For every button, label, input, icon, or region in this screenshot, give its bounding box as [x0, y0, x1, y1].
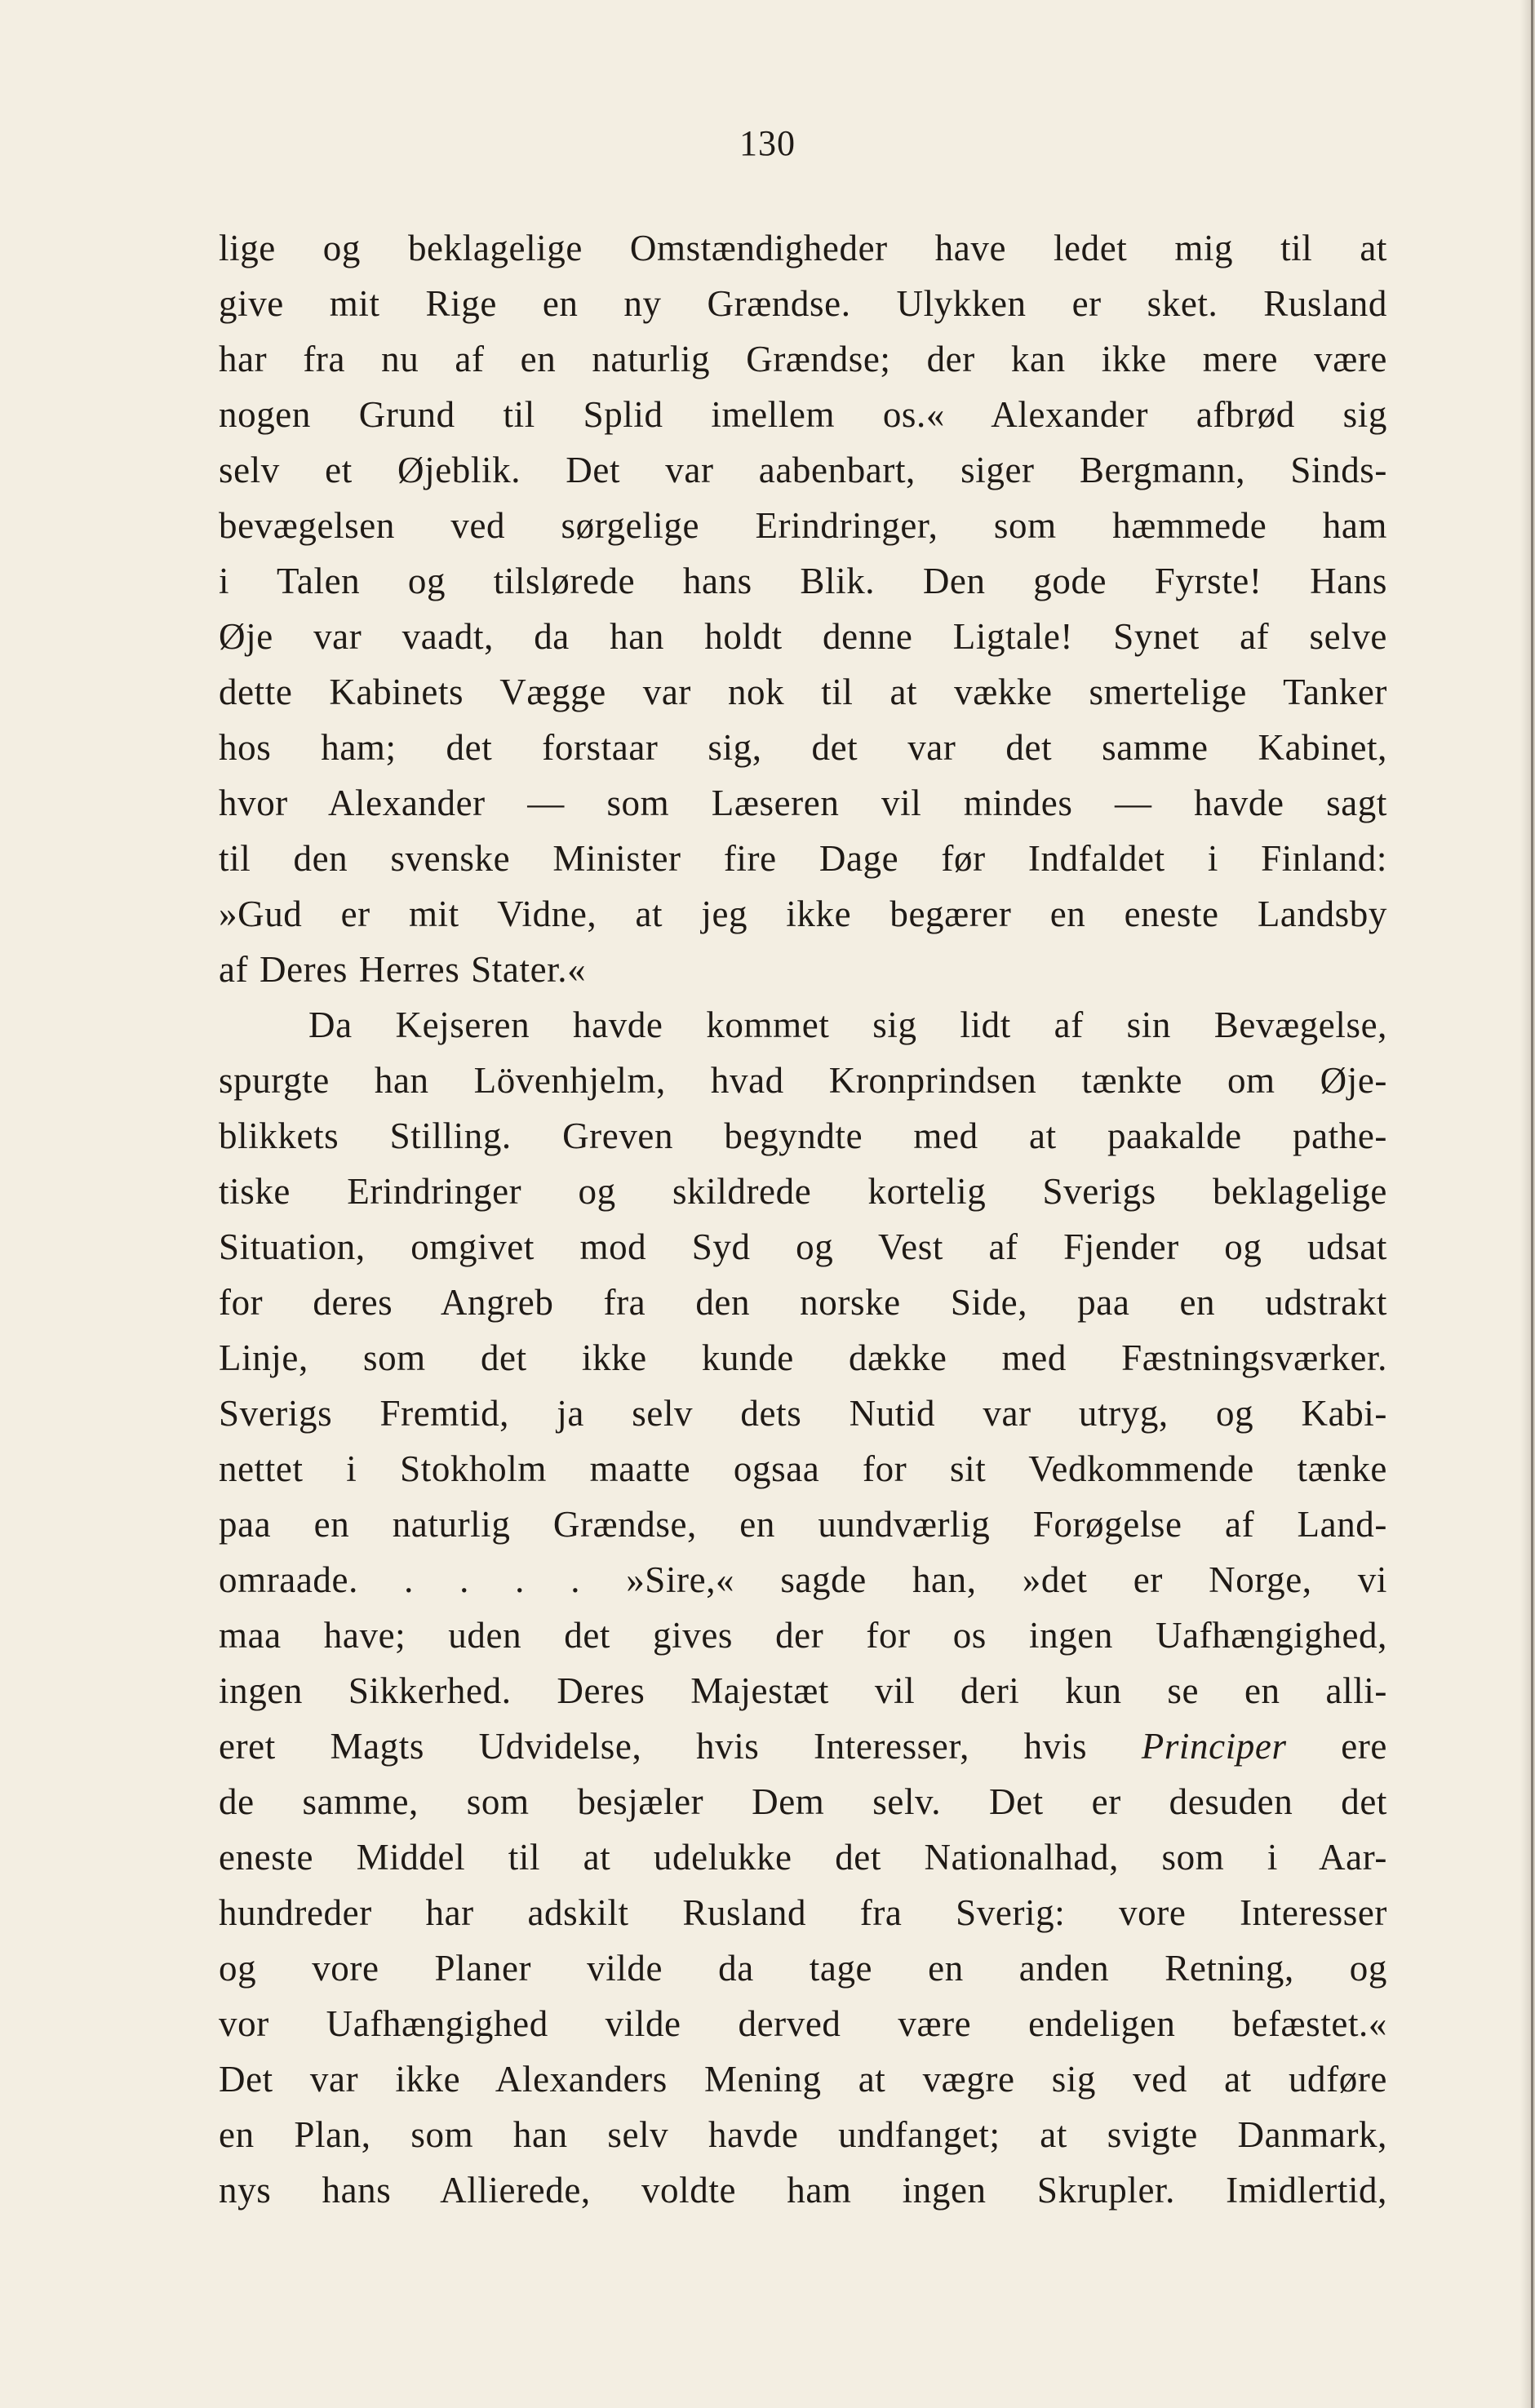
text-line: Linje, som det ikke kunde dække med Fæstningsværker. — [219, 1337, 1387, 1378]
text-line: hos ham; det forstaar sig, det var det samme Kabinet, — [219, 727, 1387, 768]
italic-word: Principer — [1141, 1726, 1287, 1767]
body-text — [219, 220, 1387, 2218]
text-segment: eret Magts Udvidelse, hvis Interesser, hvis — [219, 1726, 1142, 1767]
text-line: Situation, omgivet mod Syd og Vest af Fjender og udsat — [219, 1226, 1387, 1267]
text-line: omraade. . . . . »Sire,« sagde han, »det er Norge, vi — [219, 1559, 1387, 1600]
text-line: nys hans Allierede, voldte ham ingen Skrupler. Imidlertid, — [219, 2170, 1387, 2211]
text-line: for deres Angreb fra den norske Side, paa en udstrakt — [219, 1282, 1387, 1323]
page-edge-line — [1531, 0, 1533, 2408]
text-line: ingen Sikkerhed. Deres Majestæt vil deri kun se en alli- — [219, 1670, 1387, 1711]
text-line: paa en naturlig Grændse, en uundværlig Forøgelse af Land- — [219, 1504, 1387, 1545]
text-line: Det var ikke Alexanders Mening at vægre sig ved at udføre — [219, 2059, 1387, 2100]
text-line: nogen Grund til Splid imellem os.« Alexander afbrød sig — [219, 394, 1387, 435]
text-line: til den svenske Minister fire Dage før Indfaldet i Finland: — [219, 838, 1387, 879]
text-line: vor Uafhængighed vilde derved være endeligen befæstet.« — [219, 2003, 1387, 2044]
text-line: hundreder har adskilt Rusland fra Sverig: vore Interesser — [219, 1892, 1387, 1933]
text-line: Da Kejseren havde kommet sig lidt af sin Bevægelse, — [308, 1004, 1387, 1045]
text-line: eneste Middel til at udelukke det Nationalhad, som i Aar- — [219, 1837, 1387, 1878]
text-line: Sverigs Fremtid, ja selv dets Nutid var utryg, og Kabi- — [219, 1393, 1387, 1434]
text-line: lige og beklagelige Omstændigheder have ledet mig til at — [219, 228, 1387, 268]
text-line: maa have; uden det gives der for os ingen Uafhængighed, — [219, 1615, 1387, 1656]
text-line: dette Kabinets Vægge var nok til at vække smertelige Tanker — [219, 672, 1387, 712]
text-line: »Gud er mit Vidne, at jeg ikke begærer en eneste Landsby — [219, 894, 1387, 934]
text-line: spurgte han Lövenhjelm, hvad Kronprindsen tænkte om Øje- — [219, 1060, 1387, 1101]
page-number: 130 — [739, 123, 796, 163]
text-line: blikkets Stilling. Greven begyndte med at paakalde pathe- — [219, 1115, 1387, 1156]
text-line-with-italic — [219, 1718, 1387, 1774]
text-line: af Deres Herres Stater.« — [219, 949, 587, 990]
text-segment: ere — [1286, 1726, 1387, 1767]
text-line: tiske Erindringer og skildrede kortelig Sverigs beklagelige — [219, 1171, 1387, 1212]
text-line: har fra nu af en naturlig Grændse; der kan ikke mere være — [219, 339, 1387, 379]
text-line: i Talen og tilslørede hans Blik. Den gode Fyrste! Hans — [219, 561, 1387, 601]
text-line: bevægelsen ved sørgelige Erindringer, som hæmmede ham — [219, 505, 1387, 546]
text-line: Øje var vaadt, da han holdt denne Ligtale! Synet af selve — [219, 616, 1387, 657]
text-line: de samme, som besjæler Dem selv. Det er desuden det — [219, 1781, 1387, 1822]
text-line: selv et Øjeblik. Det var aabenbart, siger Bergmann, Sinds- — [219, 450, 1387, 490]
text-line: give mit Rige en ny Grændse. Ulykken er sket. Rusland — [219, 283, 1387, 324]
text-line: en Plan, som han selv havde undfanget; at svigte Danmark, — [219, 2114, 1387, 2155]
text-line: og vore Planer vilde da tage en anden Retning, og — [219, 1948, 1387, 1989]
text-line: hvor Alexander — som Læseren vil mindes — havde sagt — [219, 783, 1387, 823]
text-line: nettet i Stokholm maatte ogsaa for sit Vedkommende tænke — [219, 1448, 1387, 1489]
